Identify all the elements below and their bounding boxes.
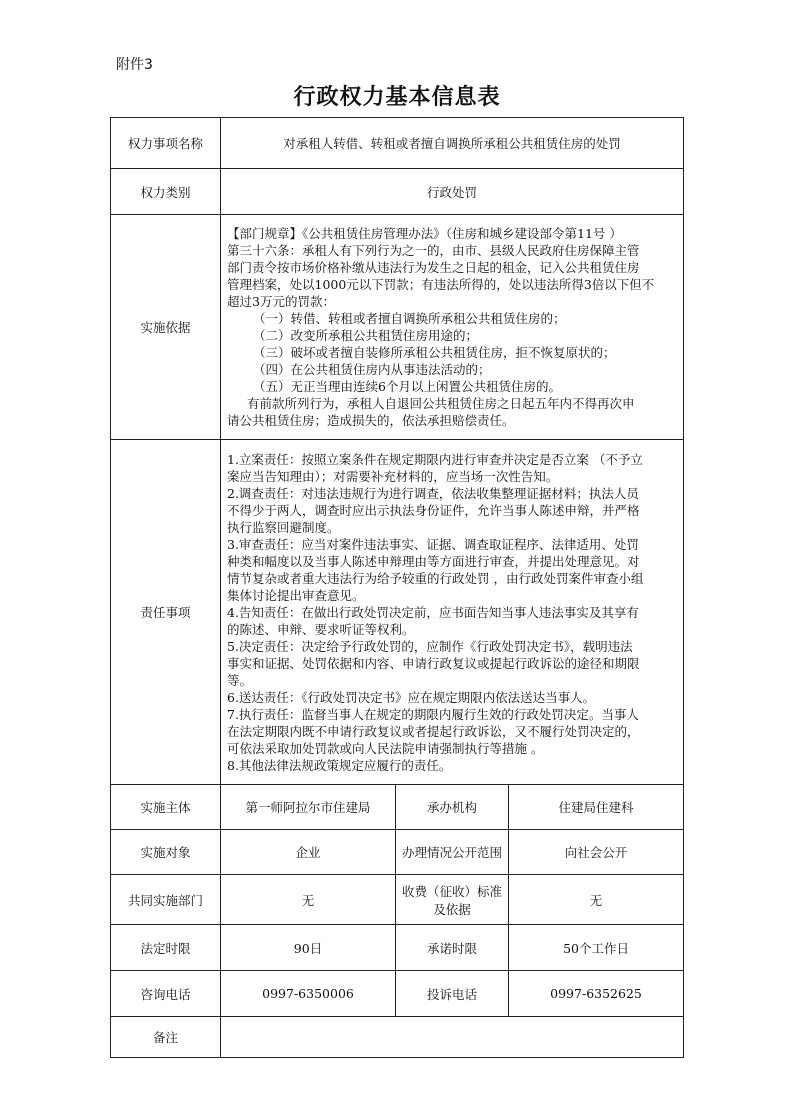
disclosure-scope-value: 向社会公开 xyxy=(509,830,684,875)
fee-standard-value: 无 xyxy=(509,875,684,925)
responsibility-line: 集体讨论提出审查意见。 xyxy=(227,587,365,603)
responsibility-line: 等。 xyxy=(227,672,253,688)
responsibility-line: 的陈述、申辩、要求听证等权利。 xyxy=(227,621,415,637)
attachment-label: 附件3 xyxy=(116,57,153,73)
complaint-phone-label: 投诉电话 xyxy=(396,971,509,1017)
remark-value xyxy=(221,1017,684,1058)
legal-time-label: 法定时限 xyxy=(111,925,221,971)
basis-line: 请公共租赁住房；造成损失的，依法承担赔偿责任。 xyxy=(227,413,515,428)
basis-line: （五）无正当理由连续6个月以上闲置公共租赁住房的。 xyxy=(253,379,561,394)
row-target xyxy=(111,830,684,875)
page-title: 行政权力基本信息表 xyxy=(293,84,501,110)
joint-dept-value: 无 xyxy=(221,875,396,925)
power-name-value: 对承租人转借、转租或者擅自调换所承租公共租赁住房的处罚 xyxy=(221,118,684,169)
row-responsibility xyxy=(111,440,684,785)
row-joint xyxy=(111,875,684,925)
responsibility-line: 执行监察回避制度。 xyxy=(227,519,340,535)
responsibility-line: 4.告知责任：在做出行政处罚决定前，应书面告知当事人违法事实及其享有 xyxy=(227,604,639,620)
remark-label: 备注 xyxy=(111,1017,221,1058)
fee-standard-label xyxy=(396,875,509,925)
row-power-type xyxy=(111,169,684,215)
basis-label: 实施依据 xyxy=(111,215,221,440)
basis-line: 部门责令按市场价格补缴从违法行为发生之日起的租金，记入公共租赁住房 xyxy=(227,260,640,275)
power-name-label: 权力事项名称 xyxy=(111,118,221,169)
basis-line: （一）转借、转租或者擅自调换所承租公共租赁住房的； xyxy=(253,311,566,326)
consult-phone-label: 咨询电话 xyxy=(111,971,221,1017)
basis-line: （三）破坏或者擅自装修所承租公共租赁住房，拒不恢复原状的； xyxy=(253,345,616,360)
basis-line: 有前款所列行为，承租人自退回公共租赁住房之日起五年内不得再次申 xyxy=(247,396,635,411)
responsibility-line: 5.决定责任：决定给予行政处罚的，应制作《行政处罚决定书》，载明违法 xyxy=(227,638,633,654)
responsibility-line: 3.审查责任：应当对案件违法事实、证据、调查取证程序、法律适用、处罚 xyxy=(227,536,639,552)
basis-line: 超过3万元的罚款： xyxy=(227,294,335,309)
row-power-name xyxy=(111,118,684,169)
responsibility-line: 种类和幅度以及当事人陈述申辩理由等方面进行审查，并提出处理意见。对 xyxy=(227,553,640,569)
subject-label: 实施主体 xyxy=(111,785,221,830)
subject-value: 第一师阿拉尔市住建局 xyxy=(221,785,396,830)
basis-line: 第三十六条：承租人有下列行为之一的，由市、县级人民政府住房保障主管 xyxy=(227,243,640,258)
responsibility-line: 2.调查责任：对违法违规行为进行调查，依法收集整理证据材料；执法人员 xyxy=(227,485,639,501)
basis-line: 【部门规章】《公共租赁住房管理办法》（住房和城乡建设部令第11号 ） xyxy=(227,226,622,241)
legal-time-value: 90日 xyxy=(221,925,396,971)
promised-time-label: 承诺时限 xyxy=(396,925,509,971)
target-value: 企业 xyxy=(221,830,396,875)
responsibility-line: 事实和证据、处罚依据和内容、申请行政复议或提起行政诉讼的途径和期限 xyxy=(227,655,640,671)
row-time xyxy=(111,925,684,971)
responsibility-line: 可依法采取加处罚款或向人民法院申请强制执行等措施 。 xyxy=(227,740,544,756)
power-type-label: 权力类别 xyxy=(111,169,221,215)
handling-agency-label: 承办机构 xyxy=(396,785,509,830)
target-label: 实施对象 xyxy=(111,830,221,875)
joint-dept-label: 共同实施部门 xyxy=(111,875,221,925)
basis-line: （四）在公共租赁住房内从事违法活动的； xyxy=(253,362,491,377)
responsibility-label: 责任事项 xyxy=(111,440,221,785)
row-basis xyxy=(111,215,684,440)
basis-line: 管理档案，处以1000元以下罚款；有违法所得的，处以违法所得3倍以下但不 xyxy=(227,277,655,292)
responsibility-line: 案应当告知理由）；对需要补充材料的，应当场一次性告知。 xyxy=(227,468,559,484)
fee-standard-label-line: 收费（征收）标准 xyxy=(401,883,502,899)
responsibility-line: 7.执行责任：监督当事人在规定的期限内履行生效的行政处罚决定。当事人 xyxy=(227,706,639,722)
row-phone xyxy=(111,971,684,1017)
responsibility-line: 在法定期限内既不申请行政复议或者提起行政诉讼，又不履行处罚决定的， xyxy=(227,723,640,739)
power-type-value: 行政处罚 xyxy=(221,169,684,215)
row-subject xyxy=(111,785,684,830)
responsibility-line: 1.立案责任：按照立案条件在规定期限内进行审查并决定是否立案 （不予立 xyxy=(227,451,643,467)
handling-agency-value: 住建局住建科 xyxy=(509,785,684,830)
responsibility-line: 不得少于两人，调查时应出示执法身份证件，允许当事人陈述申辩，并严格 xyxy=(227,502,640,518)
responsibility-line: 情节复杂或者重大违法行为给予较重的行政处罚 ，由行政处罚案件审查小组 xyxy=(227,570,644,586)
responsibility-line: 8.其他法律法规政策规定应履行的责任。 xyxy=(227,757,452,773)
row-remark xyxy=(111,1017,684,1058)
basis-text xyxy=(221,215,684,440)
info-table xyxy=(110,117,684,1058)
fee-standard-label-line: 及依据 xyxy=(433,901,471,917)
promised-time-value: 50个工作日 xyxy=(509,925,684,971)
consult-phone-value: 0997-6350006 xyxy=(221,971,396,1017)
responsibility-line: 6.送达责任：《行政处罚决定书》应在规定期限内依法送达当事人。 xyxy=(227,689,596,705)
complaint-phone-value: 0997-6352625 xyxy=(509,971,684,1017)
responsibility-text xyxy=(221,440,684,785)
disclosure-scope-label: 办理情况公开范围 xyxy=(396,830,509,875)
basis-line: （二）改变所承租公共租赁住房用途的； xyxy=(253,328,479,343)
